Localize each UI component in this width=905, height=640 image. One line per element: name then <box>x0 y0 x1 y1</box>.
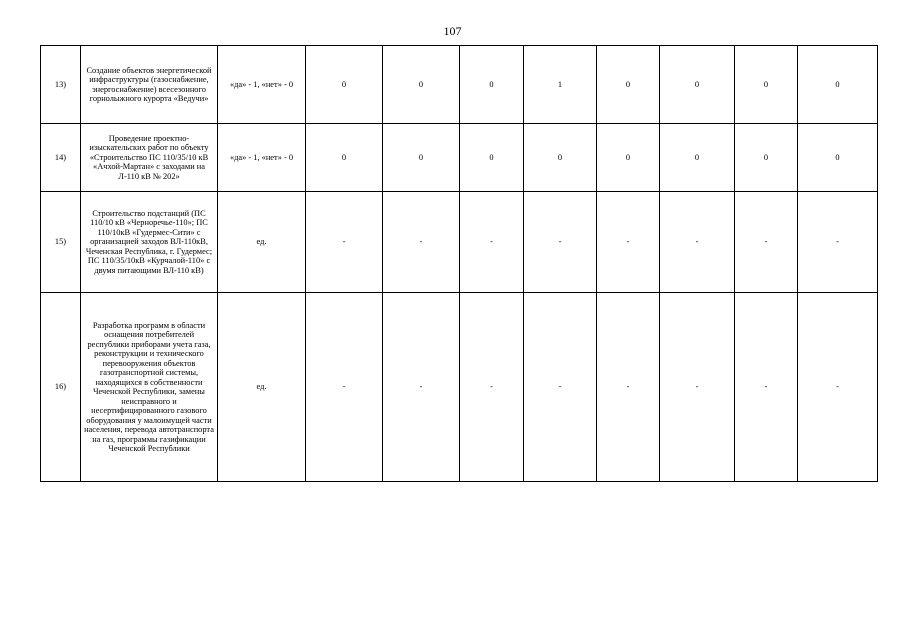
value-cell: 1 <box>524 46 597 124</box>
value-cell: - <box>735 293 798 482</box>
row-number: 16) <box>41 293 81 482</box>
indicator-name: Создание объектов энергетической инфраструктуры (газоснабжение, энергоснабжение) всесезонного горнолыжного курорта «Ведучи» <box>81 46 218 124</box>
value-cell: - <box>798 192 878 293</box>
value-cell: 0 <box>660 124 735 192</box>
table-row <box>41 46 878 124</box>
value-cell: - <box>306 192 383 293</box>
indicator-name: Разработка программ в области оснащения потребителей республики приборами учета газа, реконструкции и технического перевооружения объектов газотранспортной системы, находящихся в собственности Чеченской Республики, замены неисправного и несертифицированного газового оборудования у малоимущей части населения, перевода автотранспорта на газ, программы газификации Чеченской Республики <box>81 293 218 482</box>
value-cell: 0 <box>660 46 735 124</box>
table-row <box>41 293 878 482</box>
value-cell: - <box>306 293 383 482</box>
unit-cell: ед. <box>218 293 306 482</box>
value-cell: 0 <box>597 46 660 124</box>
table-row <box>41 192 878 293</box>
value-cell: 0 <box>460 46 524 124</box>
indicators-table <box>40 45 878 482</box>
value-cell: 0 <box>798 124 878 192</box>
value-cell: - <box>597 293 660 482</box>
page-number: 107 <box>443 24 462 38</box>
value-cell: 0 <box>524 124 597 192</box>
value-cell: 0 <box>597 124 660 192</box>
unit-cell: «да» - 1, «нет» - 0 <box>218 124 306 192</box>
value-cell: - <box>383 293 460 482</box>
value-cell: - <box>383 192 460 293</box>
indicator-name: Проведение проектно-изыскательских работ по объекту «Строительство ПС 110/35/10 кВ «Ачхой-Мартан» с заходами на Л-110 кВ № 202» <box>81 124 218 192</box>
value-cell: - <box>524 293 597 482</box>
indicator-name: Строительство подстанций (ПС 110/10 кВ «Черноречье-110»; ПС 110/10кВ «Гудермес-Сити» с организацией заходов ВЛ-110кВ, Чеченская Республика, г. Гудермес; ПС 110/35/10кВ «Курчалой-110» с двумя питающими ВЛ-110 кВ) <box>81 192 218 293</box>
value-cell: - <box>524 192 597 293</box>
value-cell: 0 <box>798 46 878 124</box>
value-cell: - <box>798 293 878 482</box>
value-cell: 0 <box>383 124 460 192</box>
value-cell: - <box>597 192 660 293</box>
unit-cell: ед. <box>218 192 306 293</box>
value-cell: - <box>735 192 798 293</box>
value-cell: 0 <box>306 46 383 124</box>
value-cell: - <box>460 293 524 482</box>
value-cell: - <box>660 192 735 293</box>
table-row <box>41 124 878 192</box>
value-cell: 0 <box>735 46 798 124</box>
value-cell: - <box>660 293 735 482</box>
value-cell: 0 <box>306 124 383 192</box>
value-cell: - <box>460 192 524 293</box>
row-number: 15) <box>41 192 81 293</box>
row-number: 14) <box>41 124 81 192</box>
unit-cell: «да» - 1, «нет» - 0 <box>218 46 306 124</box>
value-cell: 0 <box>460 124 524 192</box>
row-number: 13) <box>41 46 81 124</box>
value-cell: 0 <box>735 124 798 192</box>
value-cell: 0 <box>383 46 460 124</box>
